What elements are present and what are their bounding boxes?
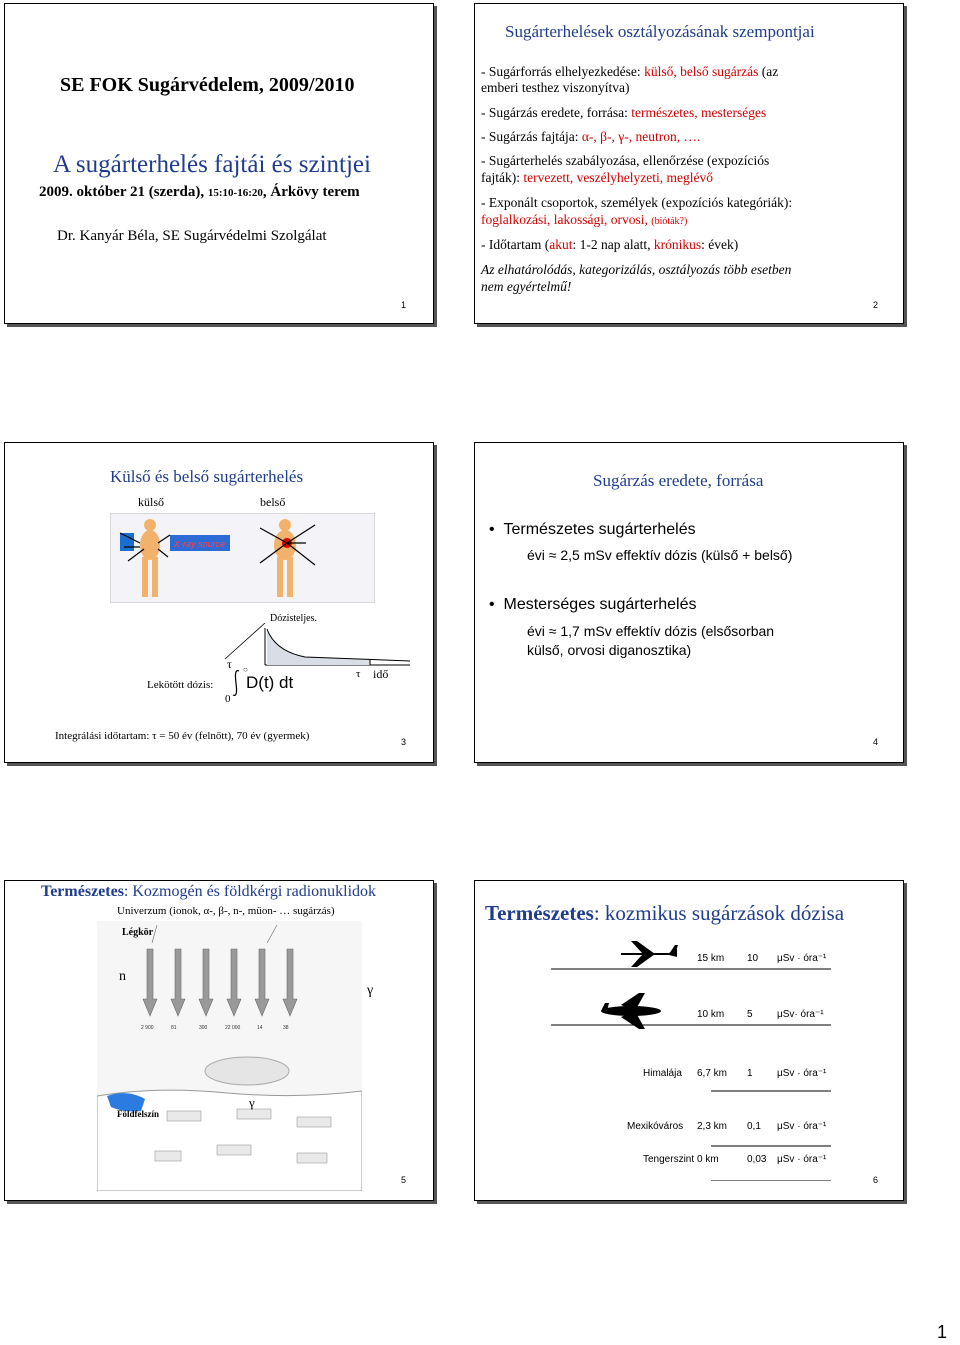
svg-text:14: 14 [257,1025,263,1031]
propeller-plane-icon [601,993,661,1029]
atmosphere-label: Légkör [122,927,154,938]
airplane-icon [621,941,678,967]
page-number: 2 [873,300,879,310]
row-altitude: 10 km [697,1009,725,1020]
row-unit: μSv · óra⁻¹ [777,1068,827,1079]
time-axis-label: idő [373,667,389,681]
page-number: 5 [401,1175,407,1185]
item-duration: - Időtartam (akut: 1-2 nap alatt, krónikus: évek) [481,237,739,252]
svg-text:38: 38 [283,1025,289,1031]
note-line-1: Az elhatárolódás, kategorizálás, osztályozás több esetben [481,262,792,277]
page-number: 1 [401,300,407,310]
course-title: SE FOK Sugárvédelem, 2009/2010 [60,74,355,96]
row-value: 0,1 [747,1121,761,1132]
page-number: 3 [401,737,407,747]
item-type: - Sugárzás fajtája: α-, β-, γ-, neutron, …. [481,129,701,144]
bullet-natural: • Természetes sugárterhelés [489,521,696,538]
exposure-illustration [110,513,375,603]
slide-4 [474,442,904,763]
gamma-label-2: γ [249,1095,255,1110]
row-unit: μSv · óra⁻¹ [777,953,827,964]
svg-text:81: 81 [171,1025,177,1031]
page-number: 6 [873,1175,879,1185]
row-value: 10 [747,953,759,964]
formula-body: D(t) dt [246,673,294,692]
dose-label: Dózisteljes. [270,613,317,624]
surface-label: Földfelszín [117,1109,159,1119]
natural-detail: évi ≈ 2,5 mSv effektív dózis (külső + belső) [527,547,793,563]
row-value: 5 [747,1009,753,1020]
slide-6 [474,880,904,1201]
sheet-page-number: 1 [937,1322,948,1342]
row-place: Mexikóváros [627,1121,684,1132]
item-source: - Sugárforrás elhelyezkedése: külső, belső sugárzás (az [481,64,779,79]
svg-text:300: 300 [199,1025,208,1031]
row-place: Himalája [643,1068,682,1079]
slide-title: Sugárterhelések osztályozásának szempontjai [505,22,815,41]
slide-2 [474,3,904,324]
slide-title: Természetes: Kozmogén és földkérgi radionuklidok [41,883,377,900]
author: Dr. Kanyár Béla, SE Sugárvédelmi Szolgálat [57,228,327,244]
slide-1 [4,3,434,324]
artificial-detail-2: külső, orvosi diganosztika) [527,642,692,658]
label-kulso: külső [138,495,165,509]
cosmogenic-diagram [97,921,362,1191]
altitude-diagram [551,941,831,1181]
row-unit: μSv · óra⁻¹ [777,1154,827,1165]
item-source-cont: emberi testhez viszonyítva) [481,80,630,95]
label-belso: belső [260,495,286,509]
footer-note: Integrálási időtartam: τ = 50 év (felnőtt), 70 év (gyermek) [55,730,310,742]
slide-title: Természetes: kozmikus sugárzások dózisa [485,901,845,925]
room-text: , Árkövy terem [262,184,360,200]
item-groups: - Exponált csoportok, személyek (expozíciós kategóriák): [481,195,793,210]
formula-upper: τ [227,657,232,671]
row-altitude: 0 km [697,1154,719,1165]
slide-3 [4,442,434,763]
item-regulation: - Sugárterhelés szabályozása, ellenőrzése (expozíciós [481,153,770,168]
row-altitude: 15 km [697,953,725,964]
neutron-label: n [119,969,126,984]
row-value: 1 [747,1068,753,1079]
slide-title: Külső és belső sugárterhelés [110,467,304,486]
svg-text:22 000: 22 000 [225,1025,241,1031]
date-text: 2009. október 21 (szerda), [39,184,208,200]
row-altitude: 6,7 km [697,1068,728,1079]
page-number: 4 [873,737,879,747]
xray-label: X-ray source [174,539,226,549]
date-line [39,184,360,201]
tau-axis-label: τ [356,668,361,680]
subtitle: Univerzum (ionok, α-, β-, n-, müon- … sugárzás) [117,905,335,917]
gamma-label: γ [367,983,374,998]
integral-sign-icon [231,669,241,697]
item-origin: - Sugárzás eredete, forrása: természetes, mesterséges [481,105,767,120]
formula-circle: ○ [243,665,248,674]
formula-lower: 0 [225,693,231,705]
time-text: 15:10-16:20 [207,187,263,199]
source-box-icon [120,533,134,551]
artificial-detail-1: évi ≈ 1,7 mSv effektív dózis (elsősorban [527,623,775,639]
row-unit: μSv· óra⁻¹ [777,1009,824,1020]
formula-prefix: Lekötött dózis: [147,679,214,691]
row-place: Tengerszint [643,1154,695,1165]
slide-title: A sugárterhelés fajtái és szintjei [53,151,371,178]
svg-text:2 900: 2 900 [141,1025,154,1031]
item-regulation-cont: fajták): tervezett, veszélyhelyzeti, meglévő [481,170,714,185]
row-altitude: 2,3 km [697,1121,728,1132]
slide-5 [4,880,434,1201]
row-value: 0,03 [747,1154,767,1165]
note-line-2: nem egyértelmű! [481,279,572,294]
slide-title: Sugárzás eredete, forrása [593,471,764,490]
row-unit: μSv · óra⁻¹ [777,1121,827,1132]
bullet-artificial: • Mesterséges sugárterhelés [489,596,697,613]
item-groups-cont: foglalkozási, lakossági, orvosi, (bióták?) [481,212,688,227]
